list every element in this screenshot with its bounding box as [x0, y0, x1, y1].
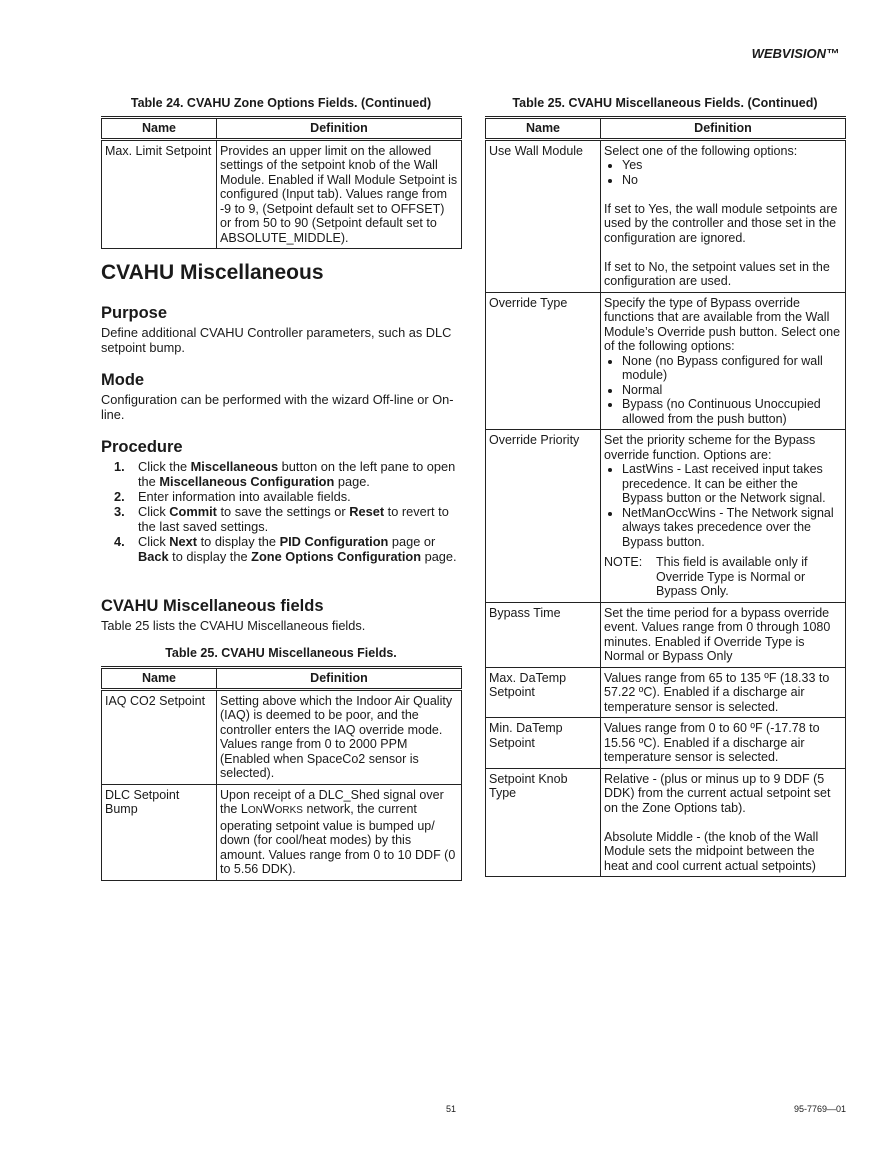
row-name: DLC Setpoint Bump — [102, 784, 217, 880]
table25c-caption: Table 25. CVAHU Miscellaneous Fields. (Continued) — [512, 96, 818, 110]
row-definition: Set the time period for a bypass override event. Values range from 0 through 1080 minutes. Enabled if Override Type is Normal or Bypass Only — [601, 602, 846, 667]
row-name: Max. Limit Setpoint — [102, 139, 217, 249]
table25-header-definition: Definition — [217, 668, 462, 690]
row-name: Use Wall Module — [486, 139, 601, 292]
row-definition: Setting above which the Indoor Air Quality (IAQ) is deemed to be poor, and the controller enters the IAQ override mode. Values range from 0 to 2000 PPM (Enabled when SpaceCo2 sensor is selected). — [217, 689, 462, 784]
table-row — [102, 784, 462, 880]
table-row — [486, 667, 846, 718]
table24 — [101, 116, 462, 249]
table-row — [486, 430, 846, 603]
table25c-header-definition: Definition — [601, 118, 846, 140]
table25-caption: Table 25. CVAHU Miscellaneous Fields. — [165, 646, 397, 660]
page-number: 51 — [446, 1104, 457, 1114]
procedure-step: 2. Enter information into available fields. — [114, 489, 351, 504]
procedure-step: 3. Click Commit to save the settings or Reset to revert to the last saved settings. — [114, 504, 449, 534]
row-definition: Set the priority scheme for the Bypass override function. Options are: • LastWins - Last received input takes precedence. It can be either the Bypass button or the Network signal. • NetManOccWins - The Network signal always takes precedence over the Bypass button. NOTE: This field is available only if Override Type is Normal or Bypass Only. — [601, 430, 846, 603]
mode-text: Configuration can be performed with the wizard Off-line or On-line. — [101, 392, 454, 422]
procedure-steps — [104, 459, 462, 564]
table24-caption: Table 24. CVAHU Zone Options Fields. (Continued) — [130, 96, 432, 110]
row-name: Bypass Time — [486, 602, 601, 667]
row-definition: Specify the type of Bypass override functions that are available from the Wall Module’s Override push button. Select one of the following options: • None (no Bypass configured for wall module) • Normal • Bypass (no Continuous Unoccupied allowed from the push button) — [601, 292, 846, 430]
row-definition: Upon receipt of a DLC_Shed signal over the LONWORKS network, the current operating setpoint value is bumped up/ down (for cool/heat modes) by this amount. Values range from 0 to 10 DDF (0 to 5.56 DDK). — [217, 784, 462, 880]
document-number: 95-7769—01 — [793, 1104, 846, 1114]
table-row — [486, 718, 846, 769]
row-definition: Provides an upper limit on the allowed settings of the setpoint knob of the Wall Module. Enabled if Wall Module Setpoint is configured (Input tab). Values range from -9 to 9, (Setpoint default set to OFFSET) or from 50 to 90 (Setpoint default set to ABSOLUTE_MIDDLE). — [217, 139, 462, 249]
table-row — [486, 602, 846, 667]
row-definition: Relative - (plus or minus up to 9 DDF (5 DDK) from the current actual setpoint set on the Zone Options tab). Absolute Middle - (the knob of the Wall Module sets the midpoint between the heat and cool current actual setpoints) — [601, 768, 846, 877]
row-name: Setpoint Knob Type — [486, 768, 601, 877]
table25 — [101, 666, 462, 881]
row-name: Override Priority — [486, 430, 601, 603]
row-name: IAQ CO2 Setpoint — [102, 689, 217, 784]
table-row — [486, 139, 846, 292]
fields-text: Table 25 lists the CVAHU Miscellaneous fields. — [101, 618, 366, 633]
row-name: Max. DaTemp Setpoint — [486, 667, 601, 718]
row-name: Override Type — [486, 292, 601, 430]
row-definition: Select one of the following options: • Yes • No If set to Yes, the wall module setpoints are used by the controller and those set in the configuration are ignored. If set to No, the setpoint values set in the configuration are used. — [601, 139, 846, 292]
note: NOTE: This field is available only if Override Type is Normal or Bypass Only. — [604, 555, 808, 598]
table-row — [102, 689, 462, 784]
table-row — [486, 768, 846, 877]
fields-heading: CVAHU Miscellaneous fields — [101, 597, 324, 615]
table25-header-name: Name — [102, 668, 217, 690]
row-definition: Values range from 0 to 60 ºF (-17.78 to 15.56 ºC). Enabled if a discharge air temperature sensor is selected. — [601, 718, 846, 769]
table-row — [486, 292, 846, 430]
mode-heading: Mode — [101, 371, 145, 389]
procedure-heading: Procedure — [101, 438, 183, 456]
section-title: CVAHU Miscellaneous — [101, 261, 324, 284]
purpose-text: Define additional CVAHU Controller parameters, such as DLC setpoint bump. — [101, 325, 452, 355]
running-header: WEBVISION™ — [751, 46, 839, 61]
row-name: Min. DaTemp Setpoint — [486, 718, 601, 769]
table-row — [102, 139, 462, 249]
table24-header-definition: Definition — [217, 118, 462, 140]
table25-continued — [485, 116, 846, 877]
table24-header-name: Name — [102, 118, 217, 140]
row-definition: Values range from 65 to 135 ºF (18.33 to 57.22 ºC). Enabled if a discharge air temperature sensor is selected. — [601, 667, 846, 718]
procedure-step: 4. Click Next to display the PID Configuration page or Back to display the Zone Options Configuration page. — [114, 534, 457, 564]
purpose-heading: Purpose — [101, 304, 168, 322]
table25c-header-name: Name — [486, 118, 601, 140]
procedure-step: 1. Click the Miscellaneous button on the left pane to open the Miscellaneous Configuration page. — [114, 459, 456, 489]
